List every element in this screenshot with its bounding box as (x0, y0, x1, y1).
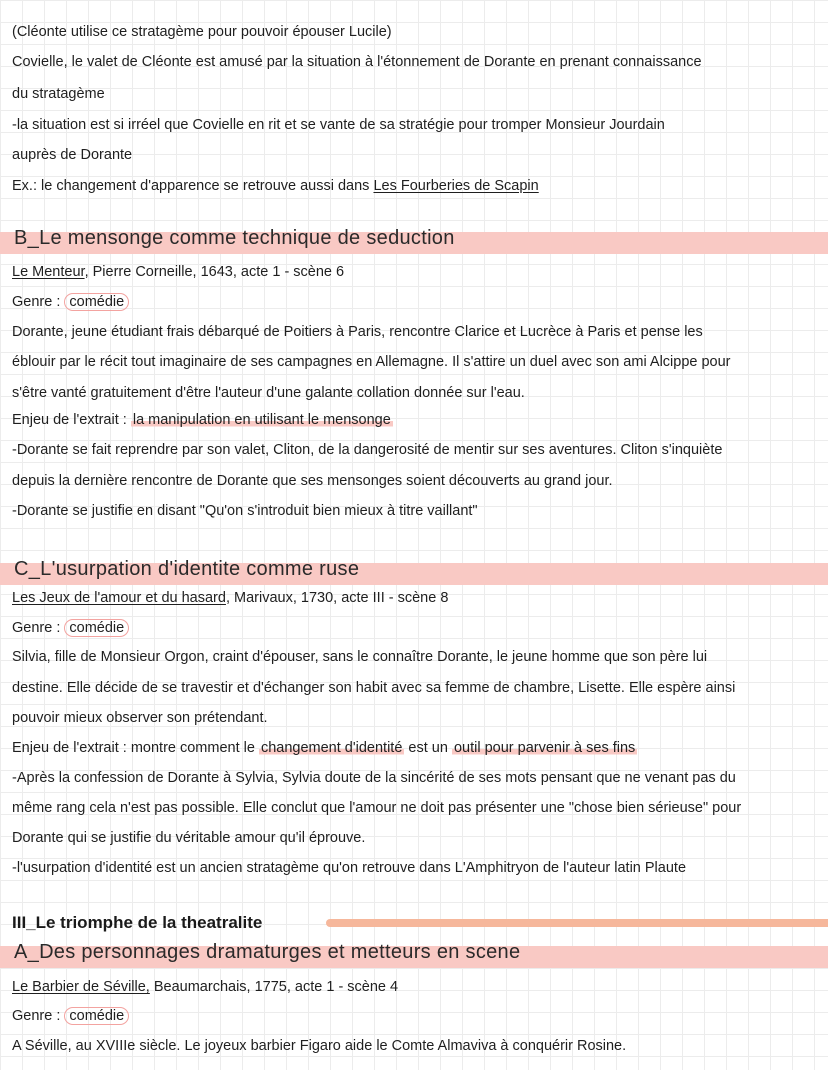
intro-line-2: Covielle, le valet de Cléonte est amusé par la situation à l'étonnement de Dorante en prenant connaissance (12, 54, 702, 70)
section-a-para-1: A Séville, au XVIIIe siècle. Le joyeux barbier Figaro aide le Comte Almaviva à conquérir Rosine. (12, 1038, 627, 1054)
section-c-para-4: -Après la confession de Dorante à Sylvia, Sylvia doute de la sincérité de ses mots pensant que ne venant pas du (12, 770, 736, 786)
section-a-genre-label: Genre : (12, 1008, 65, 1024)
part-iii-title: III_Le triomphe de la theatralite (12, 913, 263, 932)
section-c-para-5: même rang cela n'est pas possible. Elle conclut que l'amour ne doit pas présenter une "chose bien sérieuse" pour (12, 800, 742, 816)
section-b-title: B_Le mensonge comme technique de seduction (14, 227, 455, 249)
intro-line-6 (12, 176, 814, 196)
section-a-reference (12, 977, 814, 997)
section-a-work-title: Le Barbier de Séville, (12, 979, 150, 995)
section-b-genre-value: comédie (64, 293, 129, 311)
intro-line-1: (Cléonte utilise ce stratagème pour pouvoir épouser Lucile) (12, 24, 392, 40)
section-c-enjeu-highlight-2: outil pour parvenir à ses fins (453, 740, 636, 756)
section-b-enjeu (12, 410, 814, 430)
section-c-genre (12, 618, 814, 638)
intro-line-3: du stratagème (12, 86, 105, 102)
section-c-para-1: Silvia, fille de Monsieur Orgon, craint d'épouser, sans le connaître Dorante, le jeune homme que son père lui (12, 649, 708, 665)
intro-line-4: -la situation est si irréel que Covielle en rit et se vante de sa stratégie pour tromper Monsieur Jourdain (12, 117, 665, 133)
part-iii-rule (326, 919, 828, 927)
section-b-work-title: Le Menteur (12, 264, 85, 280)
section-b-para-5: depuis la dernière rencontre de Dorante que ses mensonges soient découverts au grand jour. (12, 473, 613, 489)
intro-example-title: Les Fourberies de Scapin (373, 178, 539, 194)
section-b-para-3: s'être vanté gratuitement d'être l'auteur d'une galante collation donnée sur l'eau. (12, 385, 525, 401)
section-c-genre-value: comédie (64, 619, 129, 637)
section-c-title: C_L'usurpation d'identite comme ruse (14, 558, 360, 580)
section-c-para-3: pouvoir mieux observer son prétendant. (12, 710, 268, 726)
section-c-para-6: Dorante qui se justifie du véritable amour qu'il éprouve. (12, 830, 366, 846)
section-a-work-info: Beaumarchais, 1775, acte 1 - scène 4 (149, 979, 399, 995)
section-b-para-6: -Dorante se justifie en disant "Qu'on s'introduit bien mieux à titre vaillant" (12, 503, 478, 519)
section-b-genre (12, 292, 814, 312)
section-a-genre (12, 1006, 814, 1026)
section-c-reference (12, 588, 814, 608)
section-c-para-2: destine. Elle décide de se travestir et d'échanger son habit avec sa femme de chambre, Lisette. Elle espère ainsi (12, 680, 736, 696)
section-c-enjeu-highlight-1: changement d'identité (260, 740, 403, 756)
section-b-genre-label: Genre : (12, 294, 65, 310)
intro-example-text: Ex.: le changement d'apparence se retrouve aussi dans (12, 178, 374, 194)
section-c-enjeu (12, 738, 814, 758)
section-c-enjeu-mid: est un (404, 740, 452, 756)
section-b-enjeu-highlight: la manipulation en utilisant le mensonge (132, 412, 391, 428)
section-c-genre-label: Genre : (12, 620, 65, 636)
section-b-enjeu-label: Enjeu de l'extrait : (12, 412, 131, 428)
section-c-enjeu-label: Enjeu de l'extrait : montre comment le (12, 740, 259, 756)
section-b-work-info: , Pierre Corneille, 1643, acte 1 - scène 6 (84, 264, 345, 280)
section-c-work-info: , Marivaux, 1730, acte III - scène 8 (225, 590, 449, 606)
section-a-title: A_Des personnages dramaturges et metteurs en scene (14, 941, 521, 963)
section-b-para-4: -Dorante se fait reprendre par son valet, Cliton, de la dangerosité de mentir sur ses aventures. Cliton s'inquiète (12, 442, 723, 458)
intro-line-5: auprès de Dorante (12, 147, 133, 163)
section-c-para-7: -l'usurpation d'identité est un ancien stratagème qu'on retrouve dans L'Amphitryon de l'auteur latin Plaute (12, 860, 687, 876)
section-a-genre-value: comédie (64, 1007, 129, 1025)
section-b-para-2: éblouir par le récit tout imaginaire de ses campagnes en Allemagne. Il s'attire un duel avec son ami Alcippe pour (12, 354, 731, 370)
section-b-para-1: Dorante, jeune étudiant frais débarqué de Poitiers à Paris, rencontre Clarice et Lucrèce à Paris et pense les (12, 324, 703, 340)
section-b-reference (12, 262, 814, 282)
section-c-work-title: Les Jeux de l'amour et du hasard (12, 590, 226, 606)
